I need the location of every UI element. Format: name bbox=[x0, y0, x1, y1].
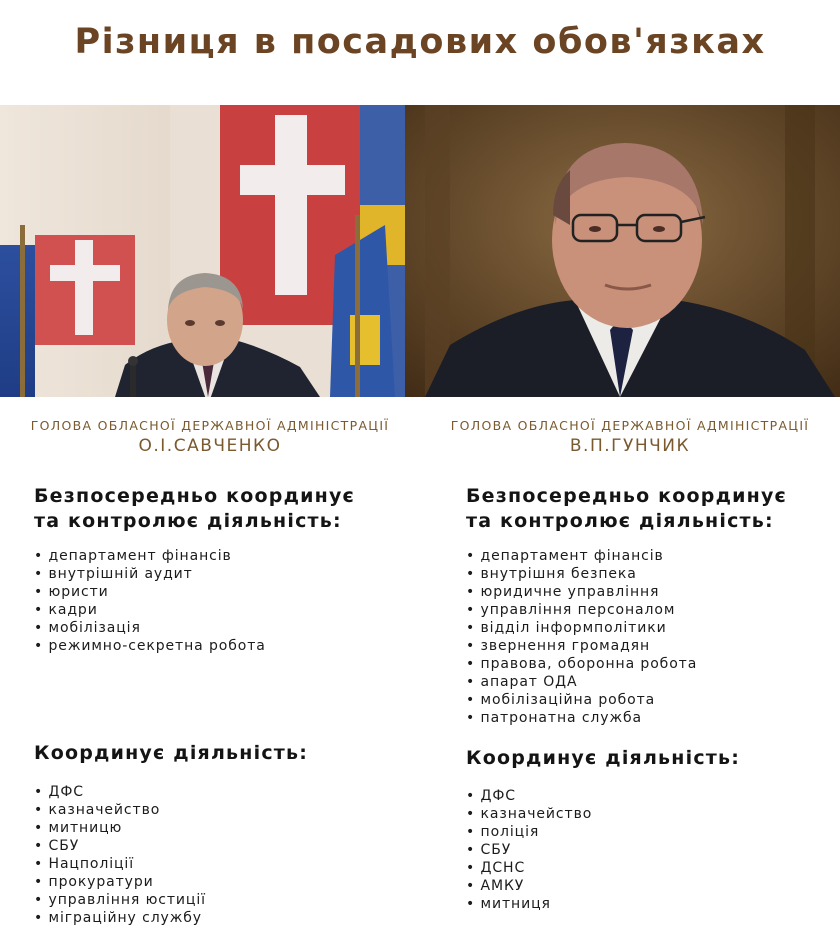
page-title: Різниця в посадових обов'язках bbox=[74, 22, 766, 62]
left-role: ГОЛОВА ОБЛАСНОЇ ДЕРЖАВНОЇ АДМІНІСТРАЦІЇ bbox=[30, 418, 390, 433]
list-item: • внутрішня безпека bbox=[466, 565, 697, 583]
right-role: ГОЛОВА ОБЛАСНОЇ ДЕРЖАВНОЇ АДМІНІСТРАЦІЇ bbox=[450, 418, 810, 433]
list-item: • міграційну службу bbox=[34, 909, 206, 927]
list-item: • мобілізація bbox=[34, 619, 266, 637]
left-direct-list bbox=[34, 547, 266, 655]
list-item: • кадри bbox=[34, 601, 266, 619]
list-item: • прокуратури bbox=[34, 873, 206, 891]
list-item: • мобілізаційна робота bbox=[466, 691, 697, 709]
list-item: • митниця bbox=[466, 895, 592, 913]
list-item: • Нацполіції bbox=[34, 855, 206, 873]
right-name: В.П.ГУНЧИК bbox=[569, 436, 691, 456]
list-item: • департамент фінансів bbox=[466, 547, 697, 565]
list-item: • казначейство bbox=[466, 805, 592, 823]
left-direct-heading: Безпосередньо координує та контролює діяльність: bbox=[34, 485, 356, 532]
list-item: • звернення громадян bbox=[466, 637, 697, 655]
list-item: • митницю bbox=[34, 819, 206, 837]
list-item: • правова, оборонна робота bbox=[466, 655, 697, 673]
list-item: • управління персоналом bbox=[466, 601, 697, 619]
list-item: • апарат ОДА bbox=[466, 673, 697, 691]
right-direct-list bbox=[466, 547, 697, 727]
list-item: • казначейство bbox=[34, 801, 206, 819]
list-item: • внутрішній аудит bbox=[34, 565, 266, 583]
left-coord-heading: Координує діяльність: bbox=[34, 742, 308, 764]
right-direct-heading: Безпосередньо координує та контролює діяльність: bbox=[466, 485, 788, 532]
list-item: • СБУ bbox=[34, 837, 206, 855]
list-item: • департамент фінансів bbox=[34, 547, 266, 565]
list-item: • ДФС bbox=[34, 783, 206, 801]
list-item: • АМКУ bbox=[466, 877, 592, 895]
right-coord-heading: Координує діяльність: bbox=[466, 747, 740, 769]
list-item: • управління юстиції bbox=[34, 891, 206, 909]
list-item: • відділ інформполітики bbox=[466, 619, 697, 637]
list-item: • юристи bbox=[34, 583, 266, 601]
list-item: • ДСНС bbox=[466, 859, 592, 877]
list-item: • ДФС bbox=[466, 787, 592, 805]
photo-hunchyk bbox=[405, 105, 840, 397]
left-coord-list bbox=[34, 783, 206, 927]
photo-savchenko bbox=[0, 105, 405, 397]
list-item: • юридичне управління bbox=[466, 583, 697, 601]
list-item: • поліція bbox=[466, 823, 592, 841]
left-name: О.І.САВЧЕНКО bbox=[138, 436, 282, 456]
list-item: • патронатна служба bbox=[466, 709, 697, 727]
list-item: • СБУ bbox=[466, 841, 592, 859]
list-item: • режимно-секретна робота bbox=[34, 637, 266, 655]
right-coord-list bbox=[466, 787, 592, 913]
